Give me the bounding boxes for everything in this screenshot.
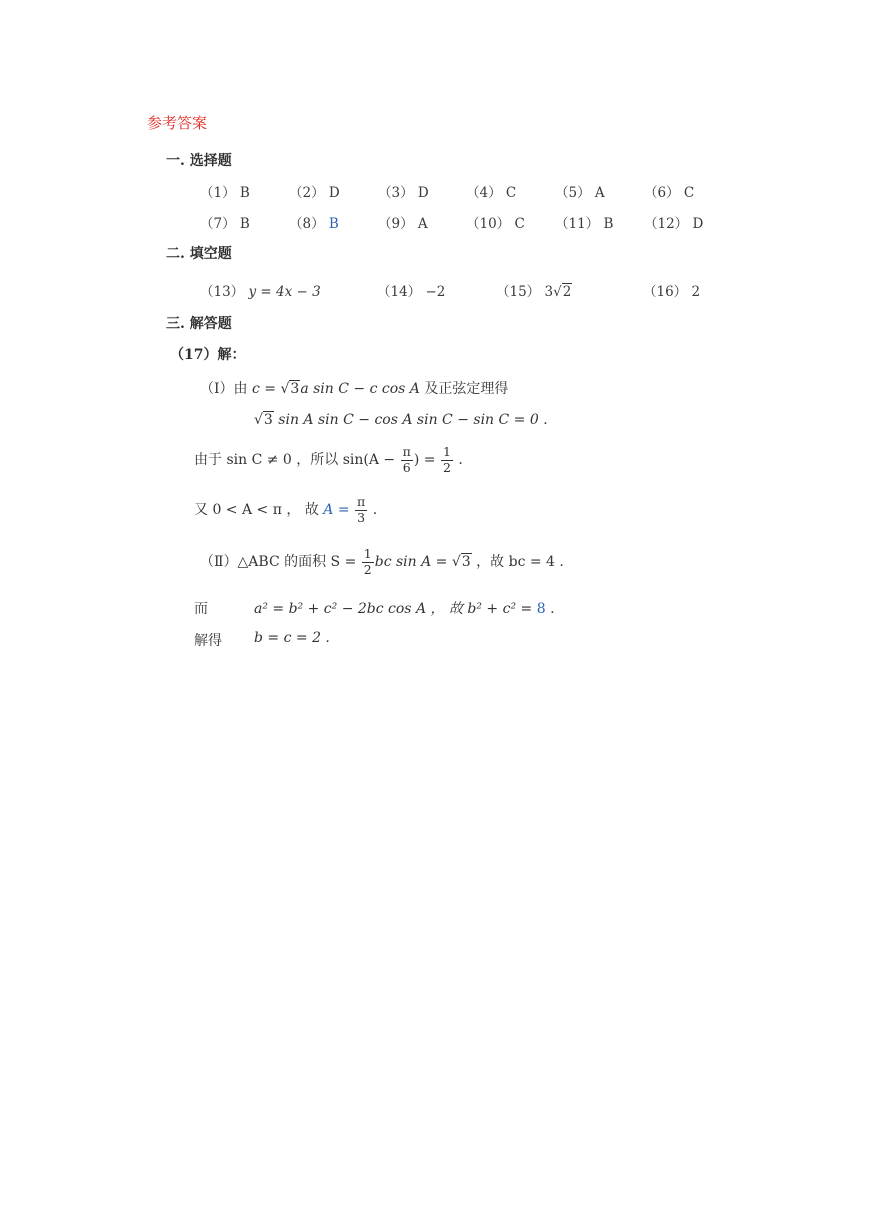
fill-answer-13: （13） y = 4x − 3	[200, 284, 321, 300]
sqrt-symbol: √2	[553, 284, 572, 300]
solution-line-2: √3 sin A sin C − cos A sin C − sin C = 0 .	[254, 412, 548, 428]
choice-answer: （6） C	[644, 185, 695, 201]
solution-line-1: （Ⅰ）由 c = √3a sin C − c cos A 及正弦定理得	[200, 381, 509, 397]
page-title: 参考答案	[147, 114, 208, 132]
choice-answer: （4） C	[466, 185, 517, 201]
solution-line-7: 解得	[194, 633, 222, 649]
fill-answer-15: （15） 3√2	[496, 284, 572, 300]
section-heading-choice: 一. 选择题	[166, 153, 232, 169]
solution-line-4: 又 0 < A < π ， 故 A = $\frac{\pi}{3}$ .	[194, 494, 378, 525]
solution-line-6-eq: a² = b² + c² − 2bc cos A ， 故 b² + c² = 8 .	[254, 601, 555, 617]
section-heading-solve: 三. 解答题	[166, 316, 232, 332]
problem-17-label: （17）解：	[170, 347, 246, 363]
fill-answer-16: （16） 2	[643, 284, 701, 300]
choice-answer: （1） B	[200, 185, 250, 201]
solution-line-5: （Ⅱ）△ABC 的面积 S = $\frac{1}{2}$ bc sin A = √3 ，故 bc = 4 .	[200, 546, 564, 577]
section-heading-fill: 二. 填空题	[166, 246, 232, 262]
choice-answer: （8） B	[289, 216, 339, 232]
solution-line-3: 由于 sin C ≠ 0 ，所以 sin(A − $\frac{\pi}{6}$ ) = $\frac{1}{2}$ .	[194, 444, 463, 475]
solution-line-6: 而	[194, 601, 208, 617]
choice-answer: （2） D	[289, 185, 340, 201]
choice-answer: （7） B	[200, 216, 250, 232]
fraction-pi-over-3: $\frac{\pi}{3}$	[357, 494, 366, 525]
solution-line-7-eq: b = c = 2 .	[254, 630, 330, 646]
fraction-one-half: $\frac{1}{2}$	[363, 546, 372, 577]
choice-answer: （11） B	[555, 216, 614, 232]
choice-answer: （5） A	[555, 185, 605, 201]
choice-answer: （12） D	[644, 216, 704, 232]
choice-answer: （9） A	[378, 216, 428, 232]
choice-answer: （10） C	[466, 216, 525, 232]
choice-answer: （3） D	[378, 185, 429, 201]
fraction-pi-over-6: $\frac{\pi}{6}$	[402, 444, 411, 475]
fill-answer-14: （14） −2	[377, 284, 446, 300]
fraction-one-half: $\frac{1}{2}$	[442, 444, 451, 475]
